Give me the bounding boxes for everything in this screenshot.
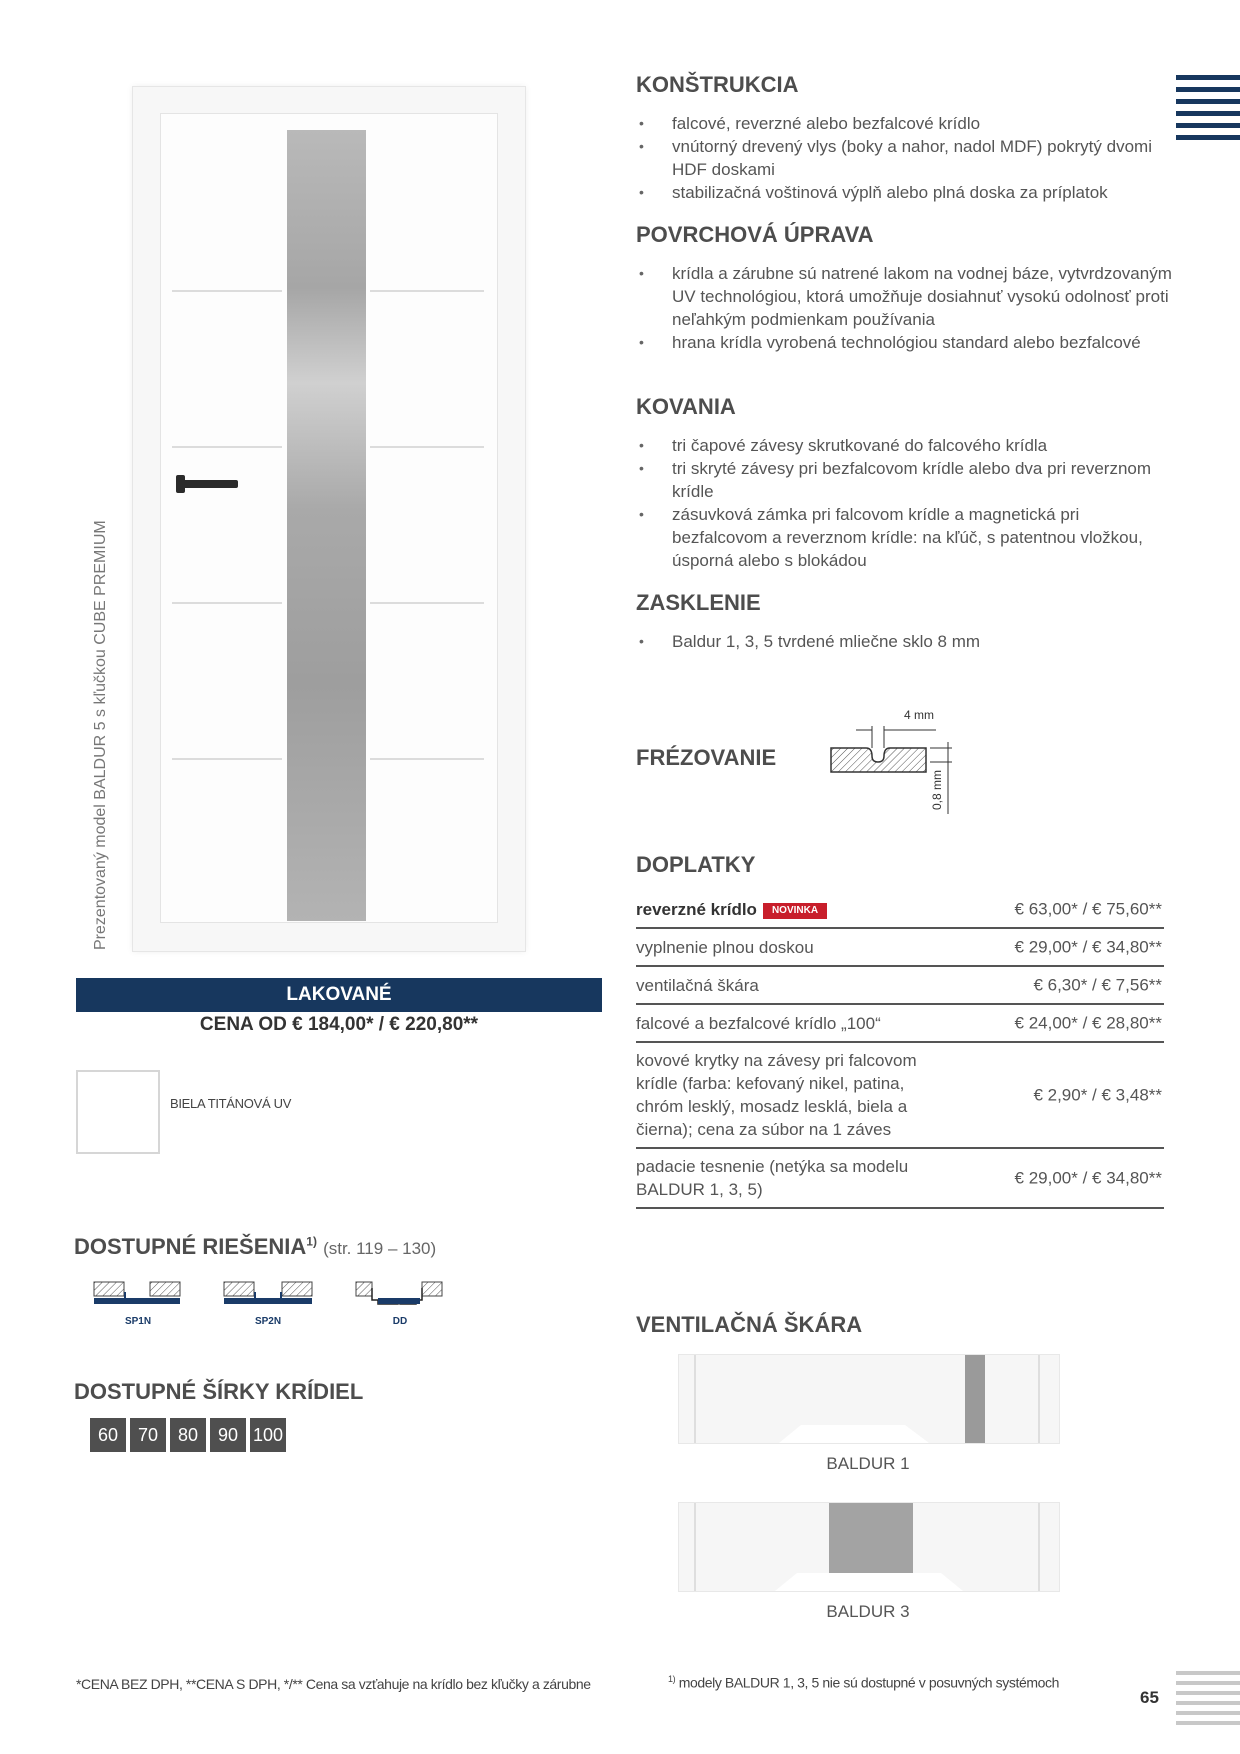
color-swatch-white[interactable]	[76, 1070, 160, 1154]
finish-title: LAKOVANÉ	[76, 978, 602, 1012]
dimension-width-label: 4 mm	[904, 708, 934, 722]
door-groove	[370, 758, 484, 760]
vent-caption: BALDUR 3	[826, 1602, 910, 1621]
list-item: • Baldur 1, 3, 5 tvrdené mliečne sklo 8 mm	[636, 630, 1176, 653]
row-label: vyplnenie plnou doskou	[636, 938, 814, 958]
widths-list	[90, 1418, 290, 1452]
section-title-zasklenie: ZASKLENIE	[636, 590, 761, 615]
door-glass-panel	[287, 130, 366, 921]
vent-image-baldur3	[678, 1502, 1060, 1592]
section-title-doplatky: DOPLATKY	[636, 852, 756, 877]
section-title-povrch: POVRCHOVÁ ÚPRAVA	[636, 222, 874, 247]
price-from: CENA OD € 184,00* / € 220,80**	[199, 1014, 479, 1035]
list-item: • krídla a zárubne sú natrené lakom na vodnej báze, vytvrdzovaným UV technológiou, ktorá umožňuje dosiahnuť vysokú odolnosť proti neľahkým podmienkam používania	[636, 262, 1176, 331]
kovania-list	[636, 434, 1176, 572]
milling-profile-diagram	[826, 706, 960, 814]
width-option[interactable]: 70	[130, 1418, 166, 1452]
width-option[interactable]: 100	[250, 1418, 286, 1452]
door-groove	[172, 446, 282, 448]
list-item: • falcové, reverzné alebo bezfalcové krídlo	[636, 112, 1176, 135]
row-price: € 24,00* / € 28,80**	[1014, 1013, 1162, 1033]
list-item: • hrana krídla vyrobená technológiou standard alebo bezfalcové	[636, 331, 1176, 354]
door-groove	[370, 290, 484, 292]
table-row	[636, 1005, 1164, 1043]
door-handle-icon	[176, 480, 238, 488]
table-row	[636, 1043, 1164, 1149]
dimension-depth-label: 0,8 mm	[930, 769, 944, 810]
door-caption: Prezentovaný model BALDUR 5 s kľučkou CUBE PREMIUM	[92, 520, 109, 950]
sp1n-diagram-icon	[92, 1278, 184, 1314]
solution-label: DD	[392, 1316, 408, 1327]
table-row	[636, 967, 1164, 1005]
row-price: € 2,90* / € 3,48**	[1033, 1085, 1162, 1105]
door-groove	[172, 758, 282, 760]
dd-diagram-icon	[354, 1278, 446, 1314]
zasklenie-list	[636, 630, 1176, 653]
width-option[interactable]: 90	[210, 1418, 246, 1452]
width-option[interactable]: 60	[90, 1418, 126, 1452]
row-label: falcové a bezfalcové krídlo „100“	[636, 1014, 881, 1034]
povrch-list	[636, 262, 1176, 354]
surcharge-table	[636, 891, 1164, 1209]
swatch-label: BIELA TITÁNOVÁ UV	[170, 1096, 292, 1111]
header-stripes	[1176, 75, 1240, 147]
row-price: € 6,30* / € 7,56**	[1033, 975, 1162, 995]
solution-label: SP1N	[124, 1316, 152, 1327]
list-item: • tri čapové závesy skrutkované do falcového krídla	[636, 434, 1176, 457]
list-item: • vnútorný drevený vlys (boky a nahor, nadol MDF) pokrytý dvomi HDF doskami	[636, 135, 1176, 181]
row-label: ventilačná škára	[636, 976, 759, 996]
solutions-pages: (str. 119 – 130)	[323, 1239, 437, 1258]
vent-caption: BALDUR 1	[826, 1454, 910, 1473]
vent-profile-icon	[679, 1503, 1059, 1591]
row-price: € 29,00* / € 34,80**	[1014, 937, 1162, 957]
door-groove	[172, 602, 282, 604]
section-title-kovania: KOVANIA	[636, 394, 736, 419]
widths-title: DOSTUPNÉ ŠÍRKY KRÍDIEL	[74, 1379, 364, 1404]
table-row	[636, 929, 1164, 967]
vent-image-baldur1	[678, 1354, 1060, 1444]
footnote-systems: $^{1)}$ modely BALDUR 1, 3, 5 nie sú dostupné v posuvných systémoch	[668, 1674, 1059, 1691]
row-label: padacie tesnenie (netýka sa modelu BALDUR 1, 3, 5)	[636, 1157, 909, 1200]
solution-label: SP2N	[254, 1316, 282, 1327]
row-price: € 29,00* / € 34,80**	[1014, 1168, 1162, 1188]
door-groove	[172, 290, 282, 292]
row-label: kovové krytky na závesy pri falcovom krídle (farba: kefovaný nikel, patina, chróm lesklý, mosadz lesklá, biela a čierna); cena za súbor na 1 záves	[636, 1051, 917, 1140]
solution-sp1n[interactable]	[92, 1278, 184, 1326]
table-row	[636, 1149, 1164, 1209]
table-row: reverzné krídlo NOVINKA € 63,00* / € 75,60**	[636, 891, 1164, 929]
footnote-prices: *CENA BEZ DPH, **CENA S DPH, */** Cena sa vzťahuje na krídlo bez kľučky a zárubne	[76, 1676, 591, 1692]
section-title-konstrukcia: KONŠTRUKCIA	[636, 72, 799, 97]
list-item: • zásuvková zámka pri falcovom krídle a magnetická pri bezfalcovom a reverznom krídle: na kľúč, s patentnou vložkou, úsporná alebo s blokádou	[636, 503, 1176, 572]
door-groove	[370, 446, 484, 448]
width-option[interactable]: 80	[170, 1418, 206, 1452]
vent-profile-icon	[679, 1355, 1059, 1443]
konstrukcia-list	[636, 112, 1176, 204]
solutions-title: DOSTUPNÉ RIEŠENIA$^{1)}$ (str. 119 – 130)	[74, 1234, 437, 1259]
row-price: € 63,00* / € 75,60**	[1014, 899, 1162, 919]
section-title-frezovanie: FRÉZOVANIE	[636, 745, 777, 770]
footer-stripes	[1176, 1671, 1240, 1731]
sp2n-diagram-icon	[222, 1278, 314, 1314]
list-item: • stabilizačná voštinová výplň alebo plná doska za príplatok	[636, 181, 1176, 204]
list-item: • tri skryté závesy pri bezfalcovom krídle alebo dva pri reverznom krídle	[636, 457, 1176, 503]
page-number: 65	[1140, 1688, 1159, 1707]
door-groove	[370, 602, 484, 604]
section-title-ventilacna: VENTILAČNÁ ŠKÁRA	[636, 1312, 863, 1337]
novinka-badge: NOVINKA	[763, 903, 827, 919]
solution-sp2n[interactable]	[222, 1278, 314, 1326]
solution-dd[interactable]	[354, 1278, 446, 1326]
